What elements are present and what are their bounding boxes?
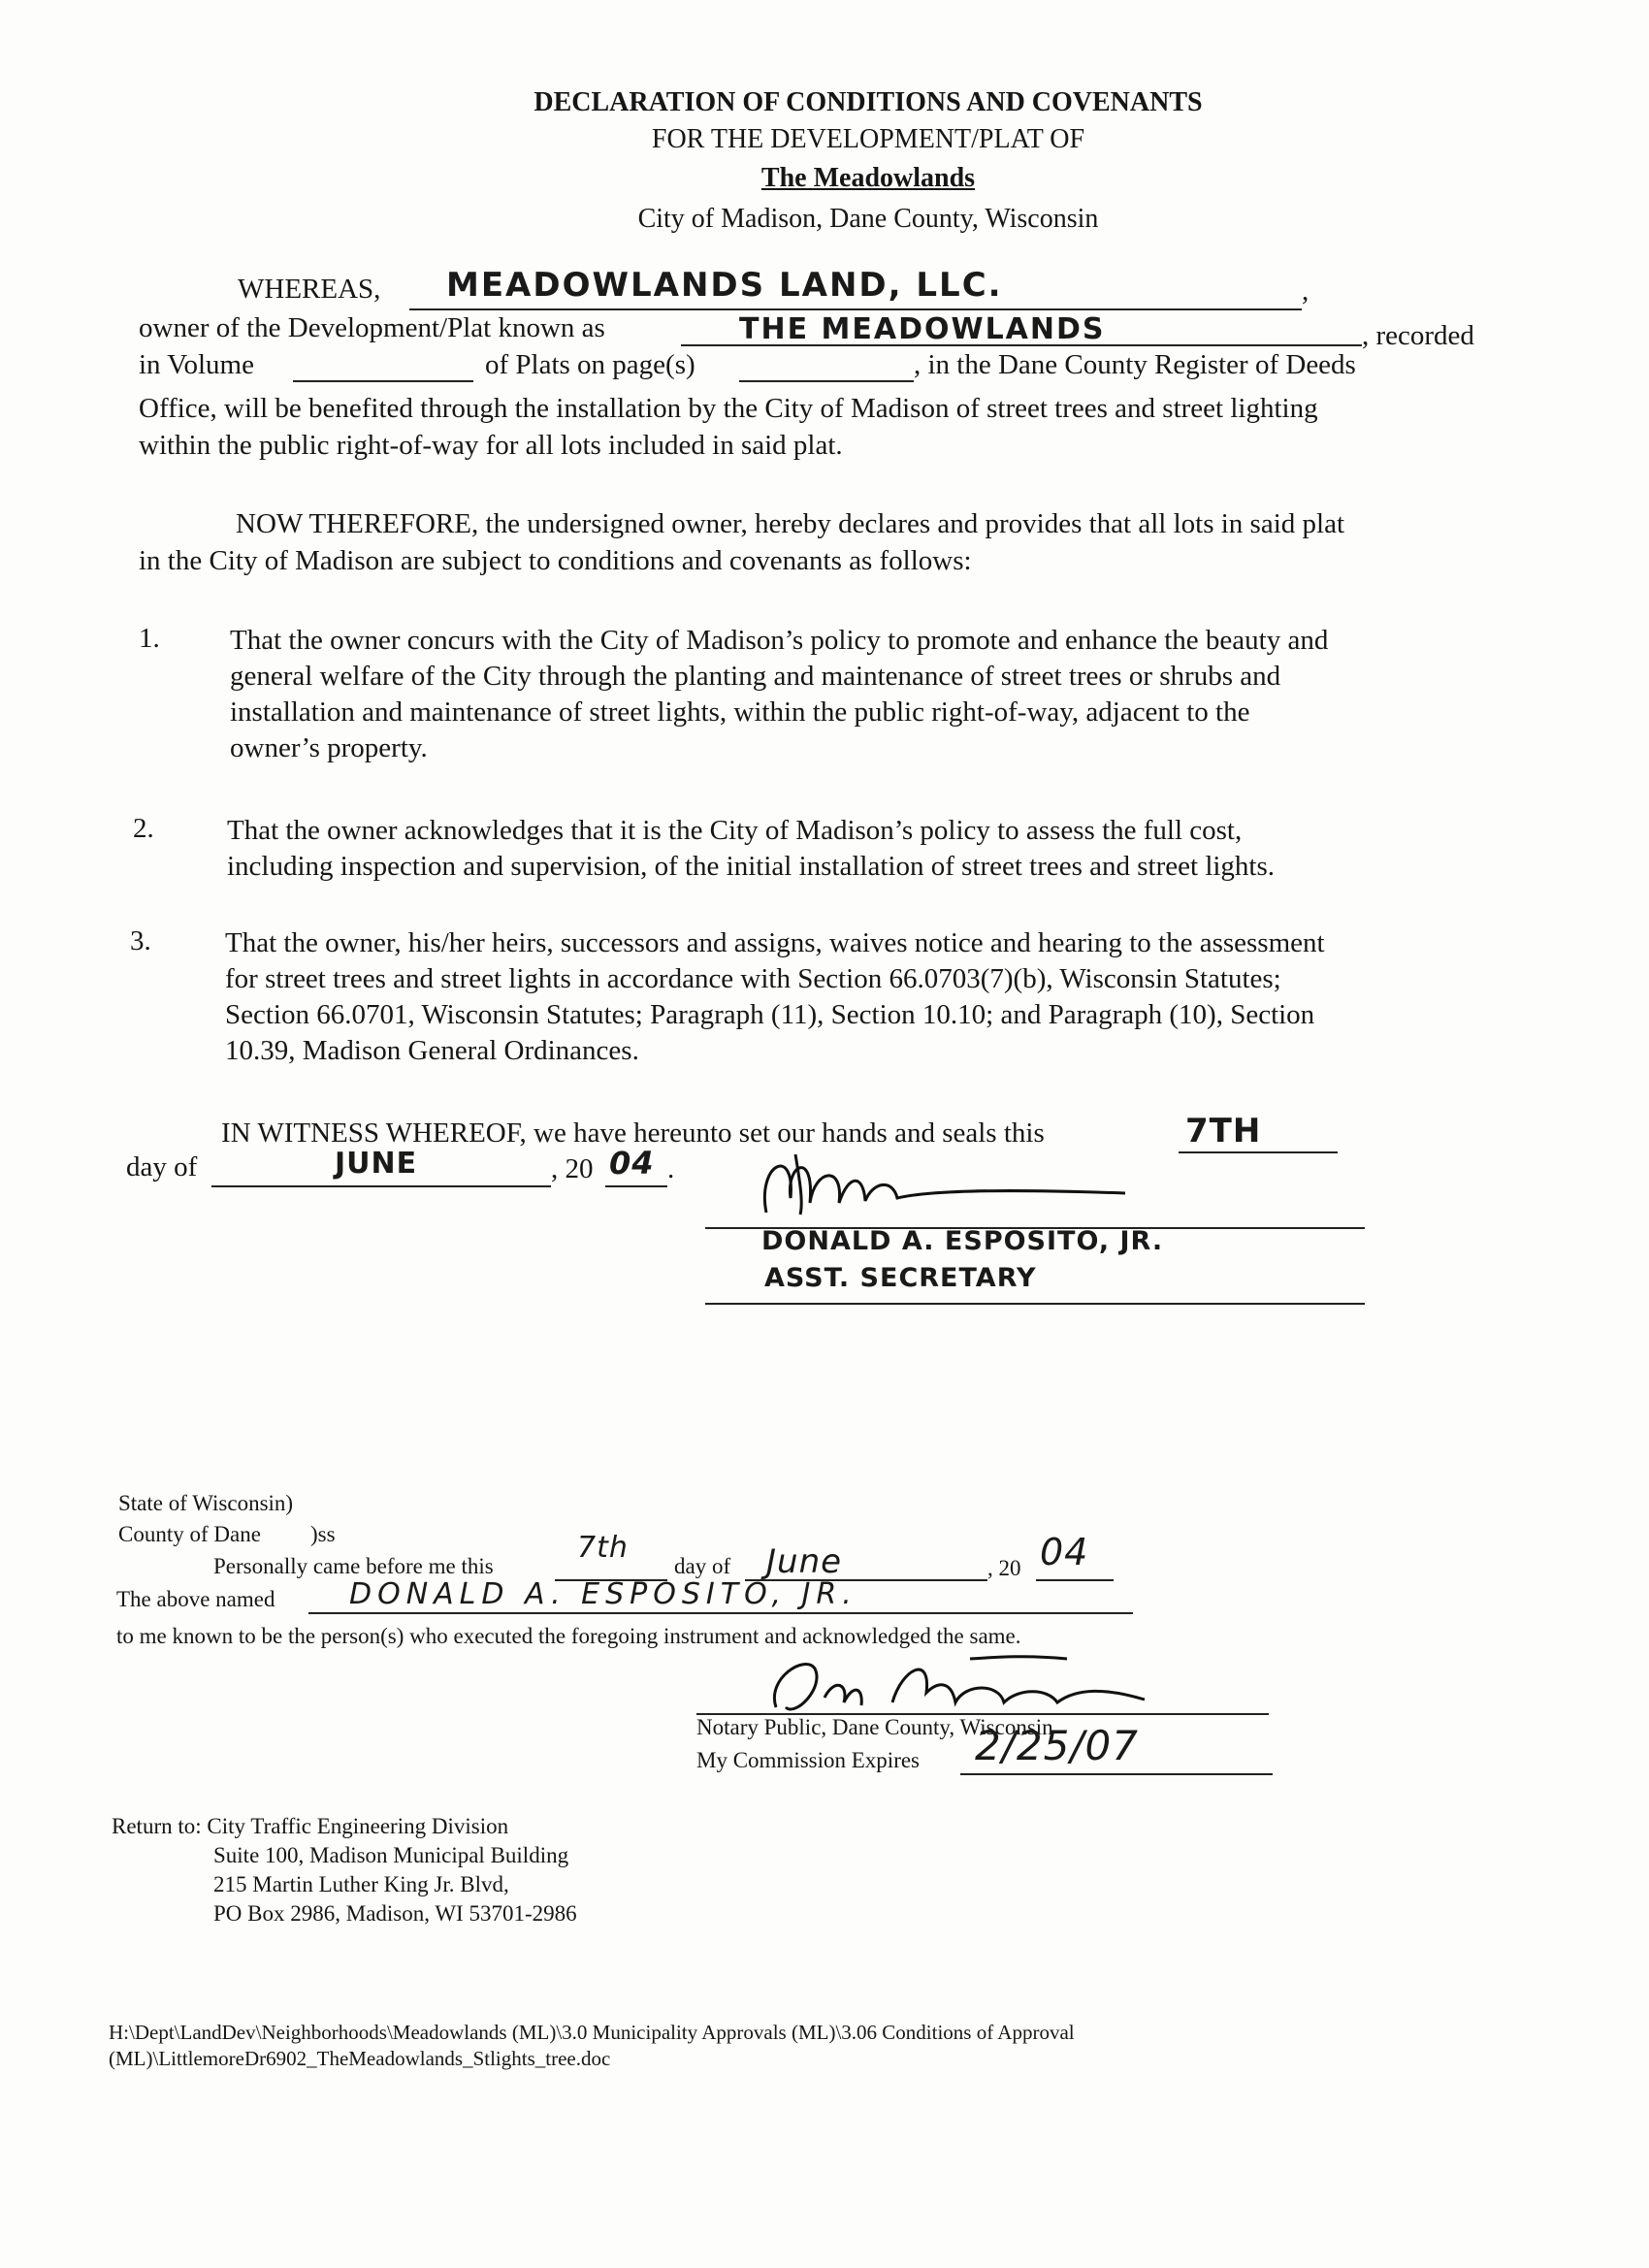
notary-year-line	[1036, 1579, 1114, 1581]
whereas-line5: within the public right-of-way for all lots included in said plat.	[139, 430, 843, 461]
return-to-line2: Suite 100, Madison Municipal Building	[213, 1843, 569, 1867]
plat-name-heading: The Meadowlands	[760, 163, 976, 193]
item-2-line: including inspection and supervision, of the initial installation of street trees and street lights.	[227, 851, 1276, 882]
location-line: City of Madison, Dane County, Wisconsin	[637, 204, 1099, 234]
title-line	[705, 1303, 1365, 1305]
item-1-line: owner’s property.	[230, 732, 428, 763]
whereas-line4: Office, will be benefited through the installation by the City of Madison of street trees and street lighting	[139, 393, 1318, 424]
document-subtitle: FOR THE DEVELOPMENT/PLAT OF	[651, 124, 1085, 154]
witness-year-prefix: , 20	[551, 1153, 594, 1184]
witness-day-of: day of	[126, 1151, 198, 1183]
owner-handwritten: MEADOWLANDS LAND, LLC.	[446, 266, 1003, 305]
file-path-line2: (ML)\LittlemoreDr6902_TheMeadowlands_Stlights_tree.doc	[109, 2047, 611, 2070]
item-2-line: That the owner acknowledges that it is the City of Madison’s policy to assess the full cost,	[227, 815, 1243, 846]
witness-day-line	[1179, 1151, 1338, 1153]
item-3-line: Section 66.0701, Wisconsin Statutes; Paragraph (11), Section 10.10; and Paragraph (10), Section	[225, 999, 1315, 1030]
item-3-number: 3.	[130, 925, 151, 956]
return-to-line4: PO Box 2986, Madison, WI 53701-2986	[213, 1901, 577, 1926]
item-1-number: 1.	[139, 623, 160, 654]
commission-line	[960, 1773, 1273, 1775]
owner-field-line	[409, 308, 1302, 310]
notary-year-handwritten: 04	[1040, 1531, 1089, 1573]
notary-name-line	[308, 1612, 1133, 1614]
witness-year-line	[605, 1185, 667, 1187]
witness-text: IN WITNESS WHEREOF, we have hereunto set our hands and seals this	[221, 1118, 1045, 1149]
document-title: DECLARATION OF CONDITIONS AND COVENANTS	[534, 87, 1203, 117]
notary-public-label: Notary Public, Dane County, Wisconsin	[696, 1715, 1053, 1739]
file-path-line1: H:\Dept\LandDev\Neighborhoods\Meadowlands (ML)\3.0 Municipality Approvals (ML)\3.06 Conditions of Approval	[109, 2021, 1075, 2044]
item-3-line: That the owner, his/her heirs, successors and assigns, waives notice and hearing to the assessment	[225, 927, 1325, 958]
signer-name-handwritten: DONALD A. ESPOSITO, JR.	[761, 1226, 1164, 1256]
now-therefore-line2: in the City of Madison are subject to conditions and covenants as follows:	[139, 545, 972, 576]
witness-month-line	[211, 1185, 551, 1187]
whereas-label: WHEREAS,	[238, 274, 381, 305]
item-1-line: That the owner concurs with the City of Madison’s policy to promote and enhance the beauty and	[230, 625, 1329, 656]
notary-county: County of Dane	[118, 1522, 261, 1546]
volume-label: in Volume	[139, 349, 254, 380]
witness-day-handwritten: 7TH	[1185, 1112, 1262, 1150]
return-to-label: Return to: City Traffic Engineering Division	[112, 1814, 509, 1838]
commission-expires-handwritten: 2/25/07	[975, 1722, 1139, 1769]
recorded-label: , recorded	[1362, 320, 1474, 351]
notary-state: State of Wisconsin)	[118, 1491, 294, 1515]
notary-name-handwritten: DONALD A. ESPOSITO, JR.	[349, 1577, 857, 1611]
plats-page-label: of Plats on page(s)	[485, 349, 695, 380]
notary-above-named: The above named	[116, 1587, 275, 1611]
notary-ss: )ss	[310, 1522, 336, 1546]
item-1-line: installation and maintenance of street lights, within the public right-of-way, adjacent to the	[230, 697, 1250, 728]
witness-year-handwritten: 04	[609, 1145, 655, 1182]
plat-handwritten: THE MEADOWLANDS	[739, 312, 1106, 346]
notary-year-prefix: , 20	[987, 1556, 1021, 1580]
item-1-text	[230, 623, 1328, 766]
notary-month-handwritten: June	[766, 1542, 843, 1581]
item-3-line: 10.39, Madison General Ordinances.	[225, 1035, 639, 1066]
period: .	[667, 1153, 675, 1184]
return-to-line3: 215 Martin Luther King Jr. Blvd,	[213, 1872, 509, 1896]
item-2-number: 2.	[133, 813, 154, 844]
item-3-line: for street trees and street lights in accordance with Section 66.0703(7)(b), Wisconsin Statutes;	[225, 963, 1281, 994]
page-field-line	[739, 380, 914, 382]
notary-day-of: day of	[674, 1554, 731, 1578]
witness-month-handwritten: JUNE	[335, 1147, 418, 1181]
notary-day-handwritten: 7th	[577, 1531, 629, 1565]
item-2-text	[227, 813, 1275, 885]
volume-field-line	[293, 380, 473, 382]
notary-personally: Personally came before me this	[213, 1554, 494, 1578]
item-1-line: general welfare of the City through the planting and maintenance of street trees or shrubs and	[230, 661, 1281, 692]
item-3-text	[225, 925, 1325, 1069]
signer-title-handwritten: ASST. SECRETARY	[764, 1263, 1037, 1293]
commission-label: My Commission Expires	[696, 1748, 921, 1772]
plat-known-as-label: owner of the Development/Plat known as	[139, 312, 605, 343]
now-therefore-line1: NOW THEREFORE, the undersigned owner, hereby declares and provides that all lots in said plat	[236, 508, 1345, 539]
register-label: , in the Dane County Register of Deeds	[914, 349, 1356, 380]
comma: ,	[1302, 275, 1310, 307]
notary-known-text: to me known to be the person(s) who executed the foregoing instrument and acknowledged the same.	[116, 1624, 1021, 1648]
owner-signature-graphic	[757, 1145, 1164, 1222]
